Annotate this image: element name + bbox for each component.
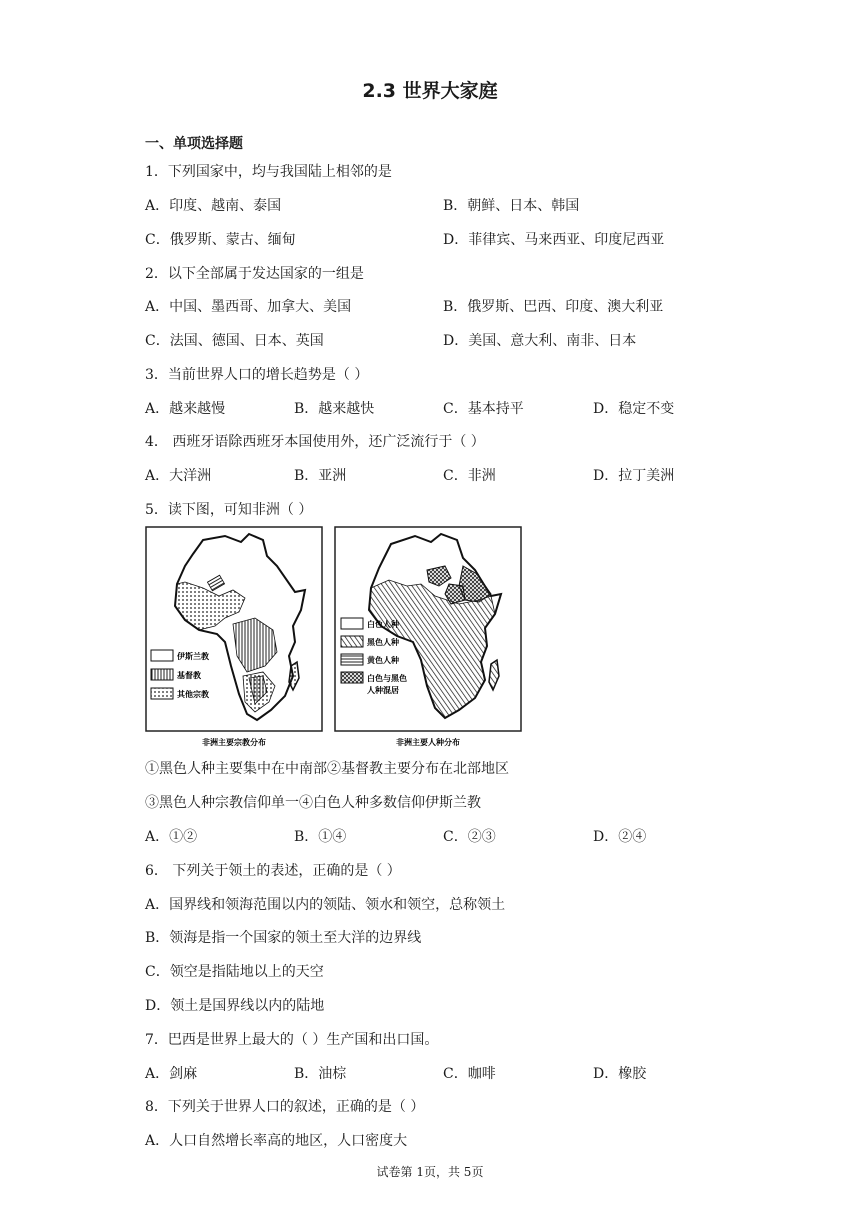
q5-option-d[interactable]: D．②④: [593, 829, 647, 845]
q2-option-b[interactable]: B．俄罗斯、巴西、印度、澳大利亚: [443, 299, 664, 315]
question-5-stem: 5．读下图，可知非洲（ ）: [145, 502, 313, 518]
q5-option-c[interactable]: C．②③: [443, 829, 496, 845]
question-3-stem: 3．当前世界人口的增长趋势是（ ）: [145, 367, 369, 383]
q1-option-b[interactable]: B．朝鲜、日本、韩国: [443, 198, 580, 214]
q7-option-a[interactable]: A．剑麻: [145, 1066, 198, 1082]
question-2-stem: 2．以下全部属于发达国家的一组是: [145, 266, 364, 282]
q3-option-a[interactable]: A．越来越慢: [145, 401, 226, 417]
question-6-stem: 6． 下列关于领土的表述，正确的是（ ）: [145, 863, 401, 879]
question-4-stem: 4． 西班牙语除西班牙本国使用外，还广泛流行于（ ）: [145, 434, 485, 450]
q4-option-c[interactable]: C．非洲: [443, 468, 496, 484]
legend-label-christianity: 基督教: [177, 671, 201, 680]
q2-option-c[interactable]: C．法国、德国、日本、英国: [145, 333, 324, 349]
page-footer: 试卷第 1页，共 5页: [376, 1165, 484, 1179]
race-map: [335, 527, 521, 747]
question-8-stem: 8．下列关于世界人口的叙述，正确的是（ ）: [145, 1099, 425, 1115]
legend-label-white-race: 白色人种: [367, 620, 399, 629]
q4-option-a[interactable]: A．大洋洲: [145, 468, 212, 484]
page-title: 2.3 世界大家庭: [362, 80, 498, 102]
religion-map: [146, 527, 322, 747]
question-7-stem: 7．巴西是世界上最大的（ ）生产国和出口国。: [145, 1032, 439, 1048]
legend-label-other-religions: 其他宗教: [177, 690, 209, 699]
question-1-stem: 1．下列国家中，均与我国陆上相邻的是: [145, 164, 392, 180]
q5-statement-1: ①黑色人种主要集中在中南部②基督教主要分布在北部地区: [145, 761, 509, 777]
legend-label-mixed-1: 白色与黑色: [367, 674, 407, 683]
q7-option-d[interactable]: D．橡胶: [593, 1066, 647, 1082]
q2-option-d[interactable]: D．美国、意大利、南非、日本: [443, 333, 637, 349]
q3-option-d[interactable]: D．稳定不变: [593, 401, 675, 417]
race-map-caption: 非洲主要人种分布: [396, 738, 460, 747]
q7-option-c[interactable]: C．咖啡: [443, 1066, 496, 1082]
q3-option-c[interactable]: C．基本持平: [443, 401, 524, 417]
q7-option-b[interactable]: B．油棕: [294, 1066, 347, 1082]
legend-label-yellow-race: 黄色人种: [367, 656, 399, 665]
religion-map-caption: 非洲主要宗教分布: [202, 738, 266, 747]
q6-option-a[interactable]: A．国界线和领海范围以内的领陆、领水和领空，总称领土: [145, 897, 506, 913]
q3-option-b[interactable]: B．越来越快: [294, 401, 375, 417]
q1-option-a[interactable]: A．印度、越南、泰国: [145, 198, 282, 214]
legend-label-islam: 伊斯兰教: [177, 652, 209, 661]
q5-statement-2: ③黑色人种宗教信仰单一④白色人种多数信仰伊斯兰教: [145, 795, 481, 811]
q1-option-c[interactable]: C．俄罗斯、蒙古、缅甸: [145, 232, 296, 248]
q6-option-b[interactable]: B．领海是指一个国家的领土至大洋的边界线: [145, 930, 422, 946]
q4-option-b[interactable]: B．亚洲: [294, 468, 347, 484]
q5-option-a[interactable]: A．①②: [145, 829, 198, 845]
q6-option-d[interactable]: D．领土是国界线以内的陆地: [145, 998, 325, 1014]
q6-option-c[interactable]: C．领空是指陆地以上的天空: [145, 964, 324, 980]
legend-label-mixed-2: 人种混居: [367, 686, 399, 695]
q8-option-a[interactable]: A．人口自然增长率高的地区，人口密度大: [145, 1133, 408, 1149]
section-heading: 一、单项选择题: [145, 136, 243, 152]
q2-option-a[interactable]: A．中国、墨西哥、加拿大、美国: [145, 299, 352, 315]
legend-label-black-race: 黑色人种: [367, 638, 399, 647]
q5-option-b[interactable]: B．①④: [294, 829, 347, 845]
africa-maps-figure: [145, 526, 523, 752]
q4-option-d[interactable]: D．拉丁美洲: [593, 468, 675, 484]
q1-option-d[interactable]: D．菲律宾、马来西亚、印度尼西亚: [443, 232, 665, 248]
